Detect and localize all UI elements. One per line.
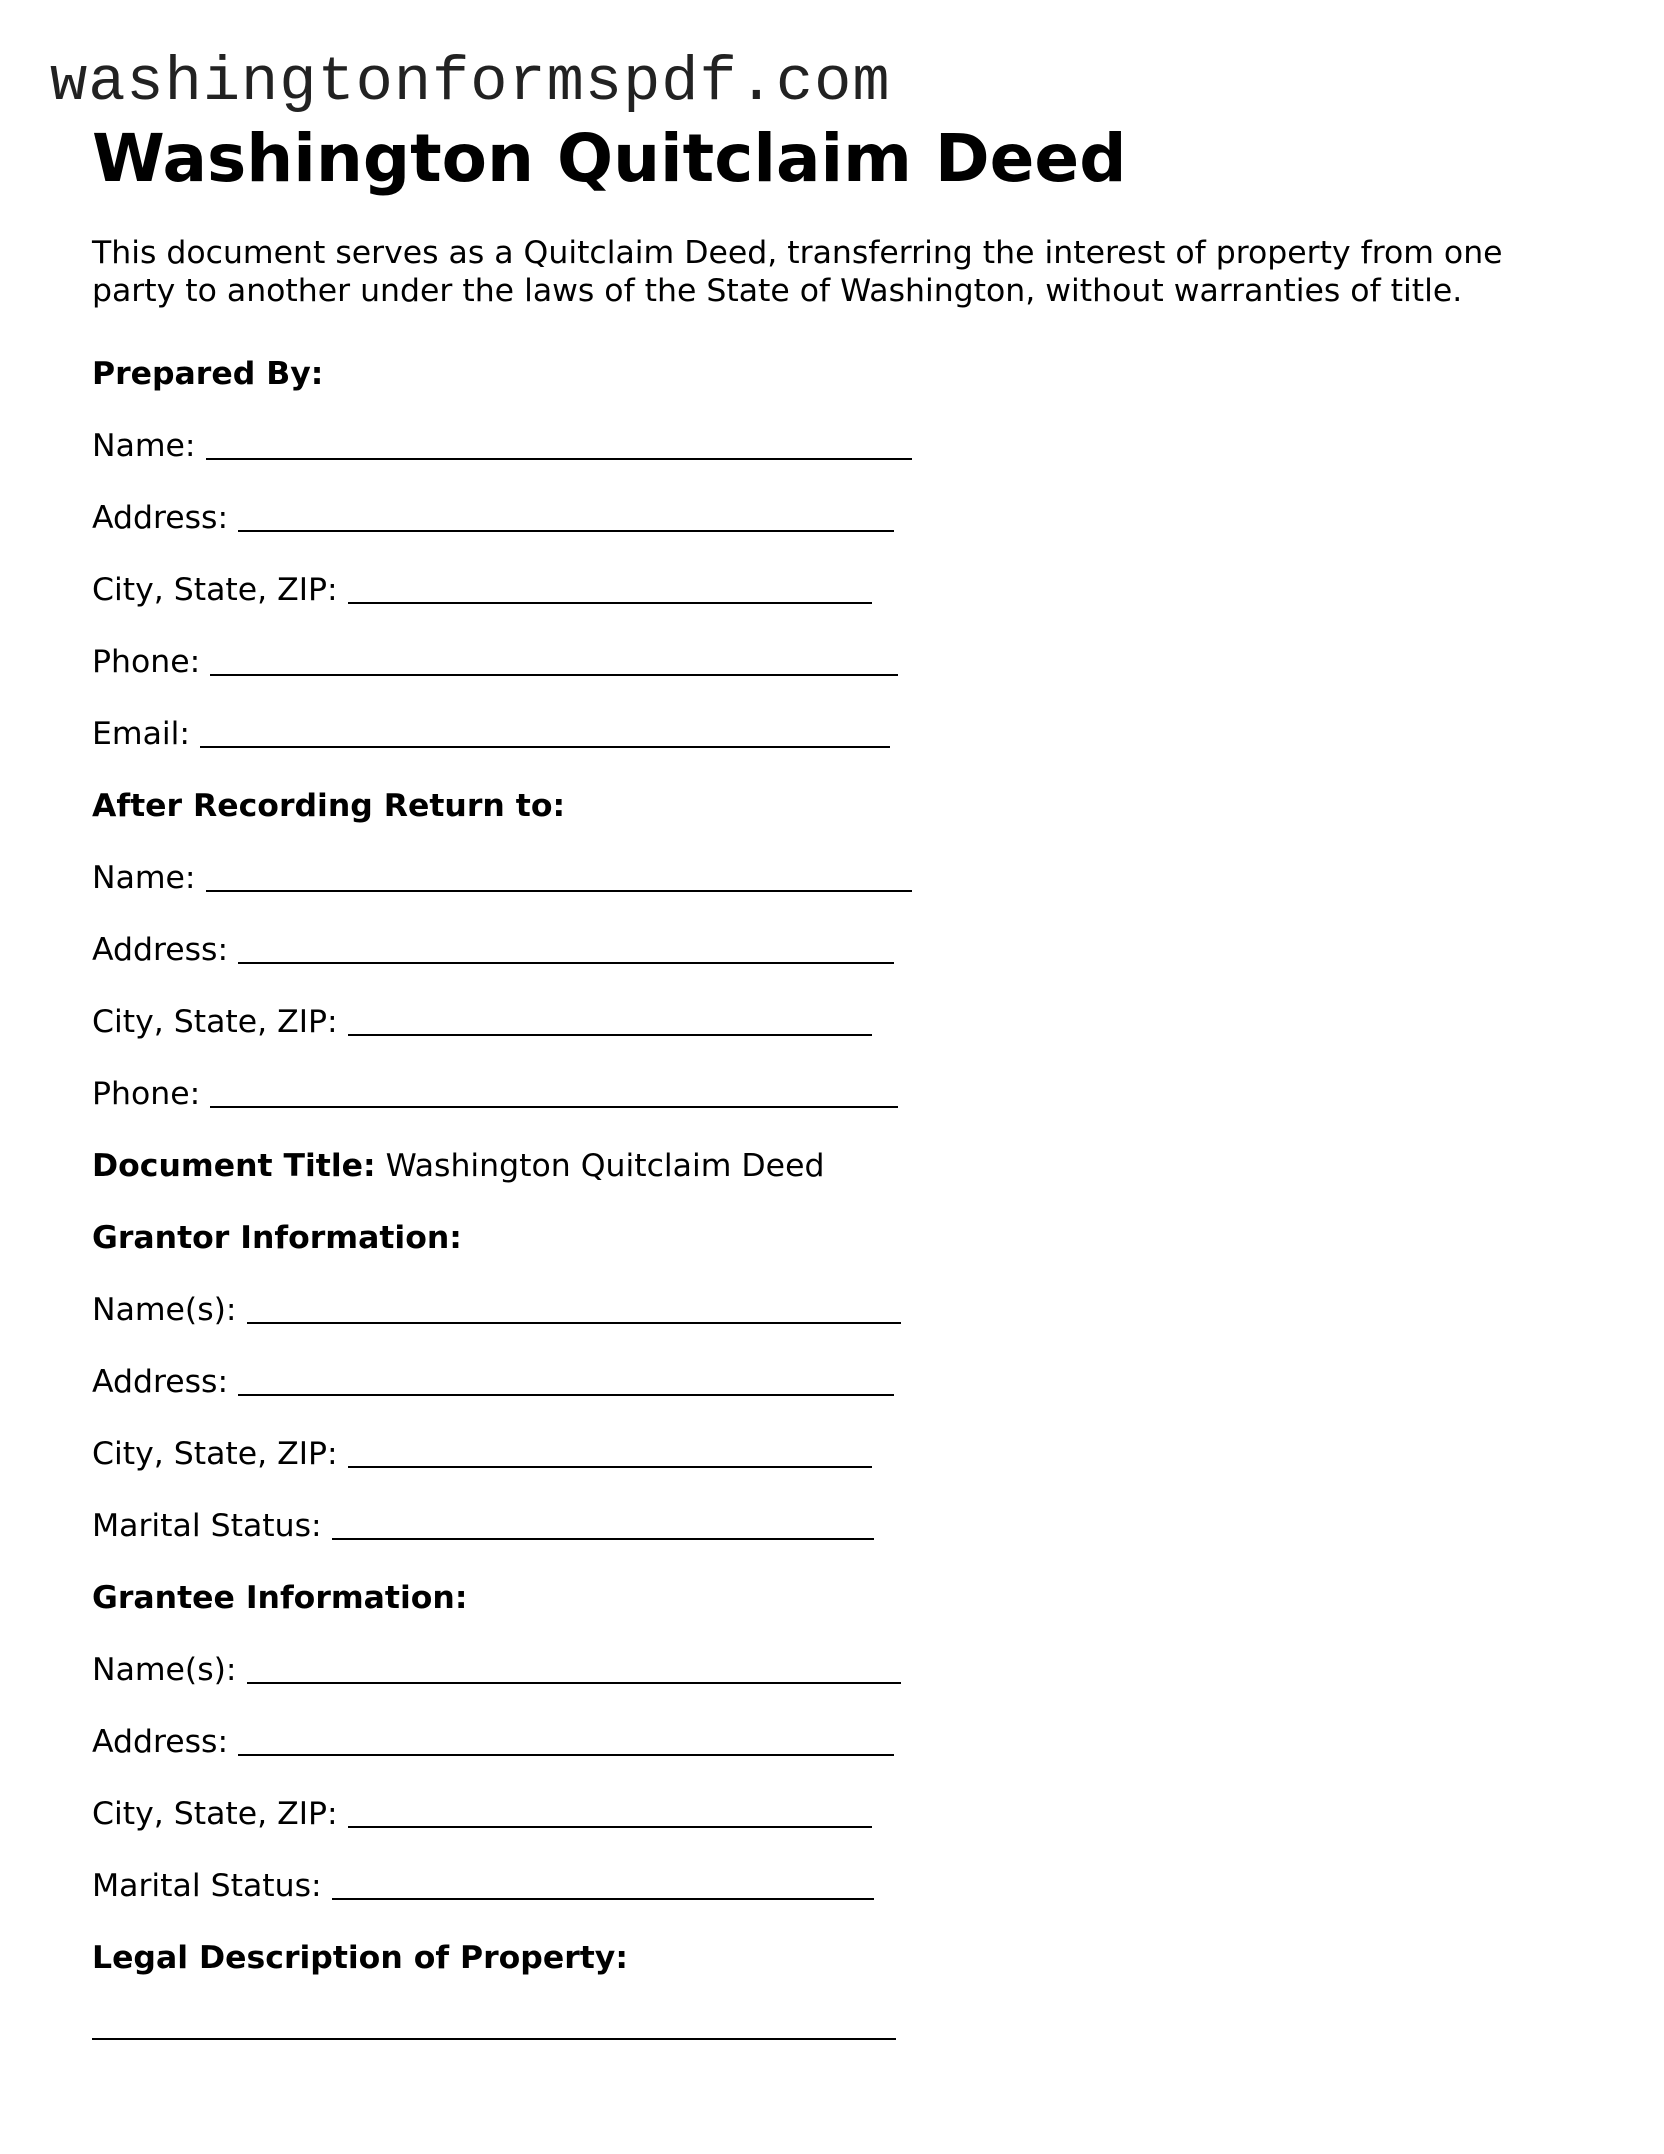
prepared-by-name-field[interactable] (206, 436, 912, 460)
field-label: Marital Status: (92, 1508, 322, 1544)
return-to-heading: After Recording Return to: (92, 788, 566, 824)
field-label: City, State, ZIP: (92, 1436, 338, 1472)
field-label: Address: (92, 1364, 229, 1400)
field-label: Name(s): (92, 1292, 237, 1328)
grantee-names-field[interactable] (247, 1660, 901, 1684)
prepared-by-email-row (92, 698, 1572, 770)
prepared-by-name-row (92, 410, 1572, 482)
legal-description-field[interactable] (92, 2038, 896, 2040)
grantor-marital-field[interactable] (332, 1516, 874, 1540)
grantor-city-row (92, 1418, 1572, 1490)
field-label: City, State, ZIP: (92, 572, 338, 608)
field-label: Name(s): (92, 1652, 237, 1688)
field-label: Name: (92, 428, 196, 464)
grantor-address-field[interactable] (238, 1372, 894, 1396)
grantor-names-row (92, 1274, 1572, 1346)
field-label: Marital Status: (92, 1868, 322, 1904)
return-to-address-field[interactable] (238, 940, 894, 964)
intro-paragraph: This document serves as a Quitclaim Deed, transferring the interest of property from one party to another under the laws of the State of Washington, without warranties of title. (92, 235, 1503, 309)
return-to-phone-field[interactable] (210, 1084, 898, 1108)
grantee-city-field[interactable] (348, 1804, 872, 1828)
grantee-marital-row (92, 1850, 1572, 1922)
field-label: Address: (92, 932, 229, 968)
deed-form (92, 120, 1572, 2040)
prepared-by-phone-row (92, 626, 1572, 698)
grantor-address-row (92, 1346, 1572, 1418)
field-label: Phone: (92, 644, 201, 680)
field-label: Address: (92, 500, 229, 536)
grantee-address-field[interactable] (238, 1732, 894, 1756)
field-label: Phone: (92, 1076, 201, 1112)
prepared-by-heading: Prepared By: (92, 356, 324, 392)
field-label: Address: (92, 1724, 229, 1760)
return-to-name-field[interactable] (206, 868, 912, 892)
document-title-row (92, 1130, 1572, 1202)
grantor-marital-row (92, 1490, 1572, 1562)
return-to-address-row (92, 914, 1572, 986)
page-title: Washington Quitclaim Deed (92, 120, 1127, 197)
prepared-by-address-row (92, 482, 1572, 554)
field-label: City, State, ZIP: (92, 1796, 338, 1832)
prepared-by-city-field[interactable] (348, 580, 872, 604)
prepared-by-email-field[interactable] (200, 724, 890, 748)
return-to-name-row (92, 842, 1572, 914)
field-label: Email: (92, 716, 191, 752)
grantor-names-field[interactable] (247, 1300, 901, 1324)
return-to-city-field[interactable] (348, 1012, 872, 1036)
prepared-by-city-row (92, 554, 1572, 626)
document-title-value: Washington Quitclaim Deed (385, 1148, 825, 1184)
return-to-city-row (92, 986, 1572, 1058)
legal-description-heading: Legal Description of Property: (92, 1940, 628, 1976)
prepared-by-phone-field[interactable] (210, 652, 898, 676)
grantee-heading: Grantee Information: (92, 1580, 468, 1616)
grantor-city-field[interactable] (348, 1444, 872, 1468)
prepared-by-address-field[interactable] (238, 508, 894, 532)
grantor-heading: Grantor Information: (92, 1220, 462, 1256)
grantee-names-row (92, 1634, 1572, 1706)
field-label: Name: (92, 860, 196, 896)
field-label: City, State, ZIP: (92, 1004, 338, 1040)
document-title-label: Document Title: (92, 1148, 376, 1184)
grantee-marital-field[interactable] (332, 1876, 874, 1900)
grantee-address-row (92, 1706, 1572, 1778)
grantee-city-row (92, 1778, 1572, 1850)
return-to-phone-row (92, 1058, 1572, 1130)
site-watermark: washingtonformspdf.com (50, 47, 891, 118)
